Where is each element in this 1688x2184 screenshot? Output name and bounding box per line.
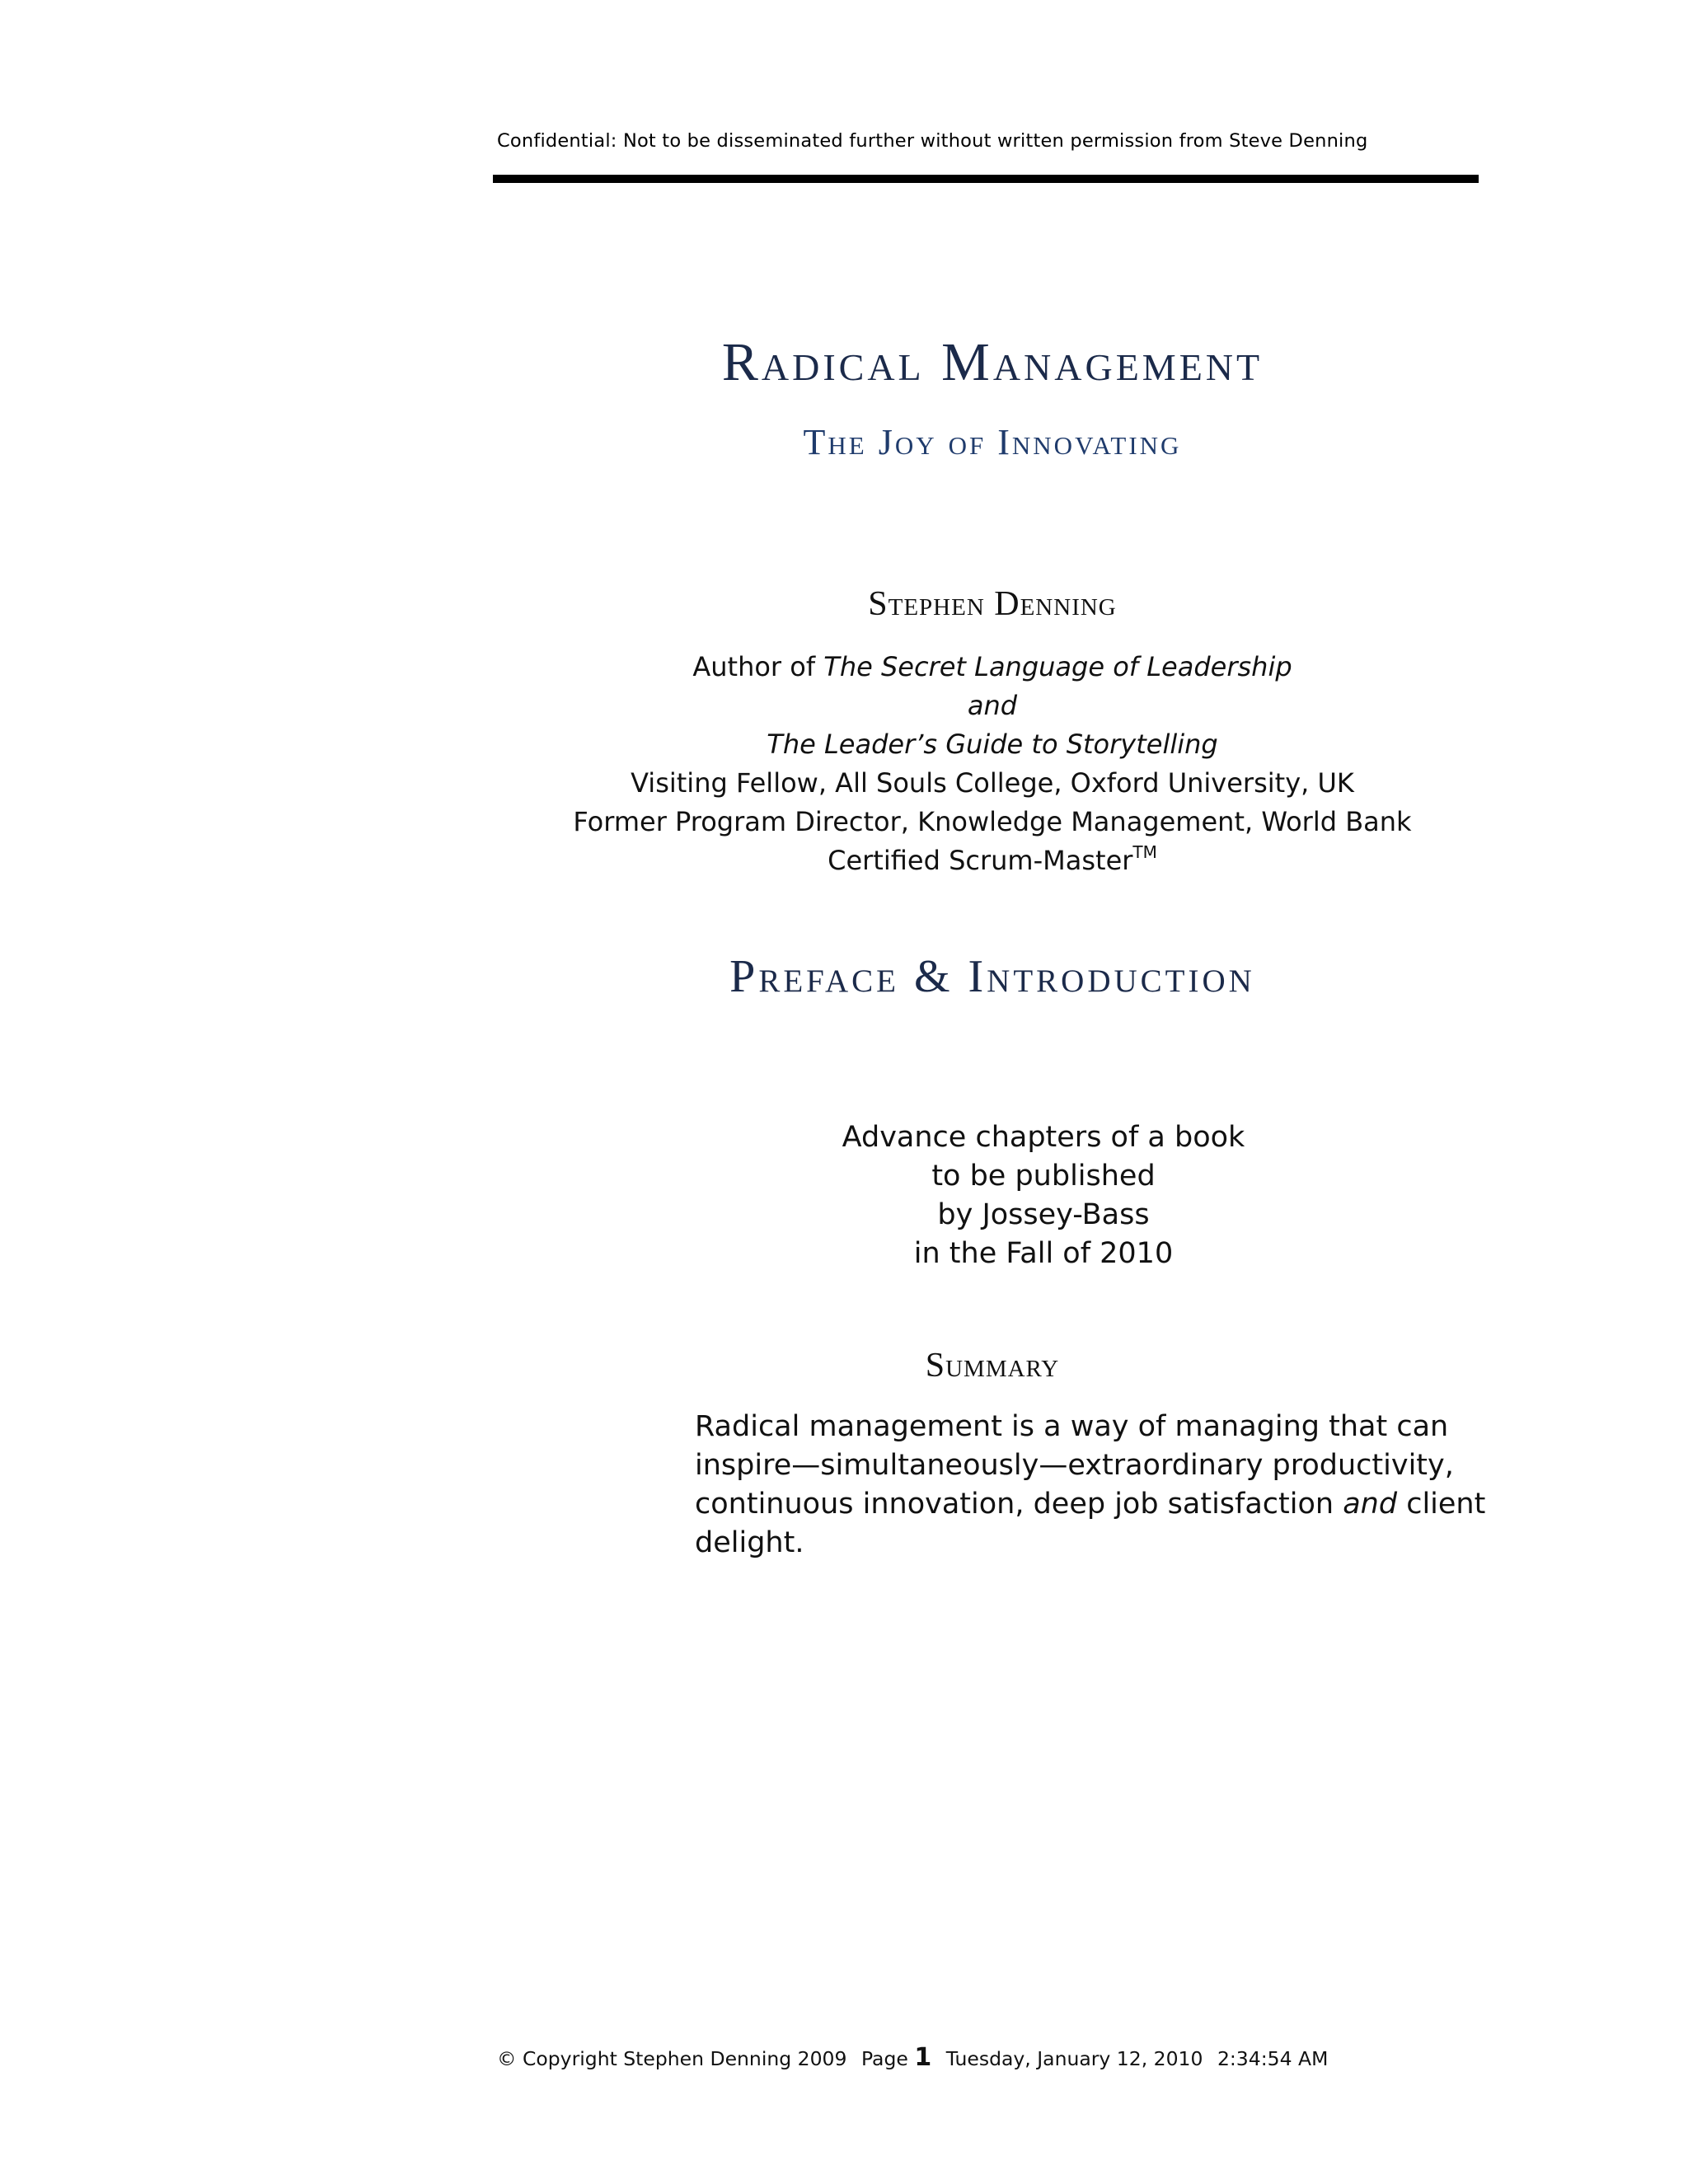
advance-line: by Jossey-Bass	[937, 1198, 1150, 1231]
summary-heading: Summary	[925, 1347, 1060, 1385]
page-label: Page	[860, 2047, 908, 2070]
credit-line-fellow: Visiting Fellow, All Souls College, Oxford University, UK	[631, 767, 1354, 799]
advance-note	[796, 1118, 1291, 1273]
author-credentials	[495, 648, 1490, 880]
book-subtitle: The Joy of Innovating	[803, 422, 1182, 462]
advance-line: Advance chapters of a book	[842, 1121, 1245, 1154]
scrum-text: Certified Scrum-Master	[828, 845, 1133, 876]
summary-line	[695, 1485, 1486, 1524]
summary-body	[695, 1408, 1486, 1563]
book-title-2: The Leader’s Guide to Storytelling	[767, 729, 1218, 760]
summary-text: client	[1397, 1488, 1486, 1521]
advance-line: to be published	[931, 1160, 1156, 1193]
summary-line: delight.	[695, 1526, 804, 1559]
summary-line: inspire—simultaneously—extraordinary productivity,	[695, 1449, 1454, 1482]
credit-line-author	[495, 648, 1490, 687]
book-title-1: The Secret Language of Leadership	[823, 651, 1292, 682]
header-rule	[493, 175, 1479, 183]
trademark-mark: TM	[1132, 842, 1157, 862]
section-title: Preface & Introduction	[729, 951, 1255, 1002]
book-title: Radical Management	[721, 332, 1264, 392]
credit-prefix: Author of	[692, 651, 824, 682]
summary-emphasis: and	[1343, 1488, 1398, 1521]
credit-line-and: and	[967, 690, 1018, 721]
credit-line-scrum	[495, 841, 1490, 880]
footer-time: 2:34:54 AM	[1217, 2047, 1329, 2070]
copyright-text: © Copyright Stephen Denning 2009	[497, 2047, 847, 2070]
page-footer	[497, 2043, 1328, 2072]
footer-date: Tuesday, January 12, 2010	[945, 2047, 1203, 2070]
credit-line-former: Former Program Director, Knowledge Management, World Bank	[573, 806, 1412, 837]
confidential-notice: Confidential: Not to be disseminated further without written permission from Steve Denning	[497, 130, 1368, 152]
summary-line: Radical management is a way of managing that can	[695, 1410, 1449, 1443]
advance-line: in the Fall of 2010	[913, 1237, 1174, 1270]
page-number: 1	[914, 2043, 932, 2072]
author-name: Stephen Denning	[868, 585, 1117, 623]
summary-text: continuous innovation, deep job satisfaction	[695, 1488, 1343, 1521]
